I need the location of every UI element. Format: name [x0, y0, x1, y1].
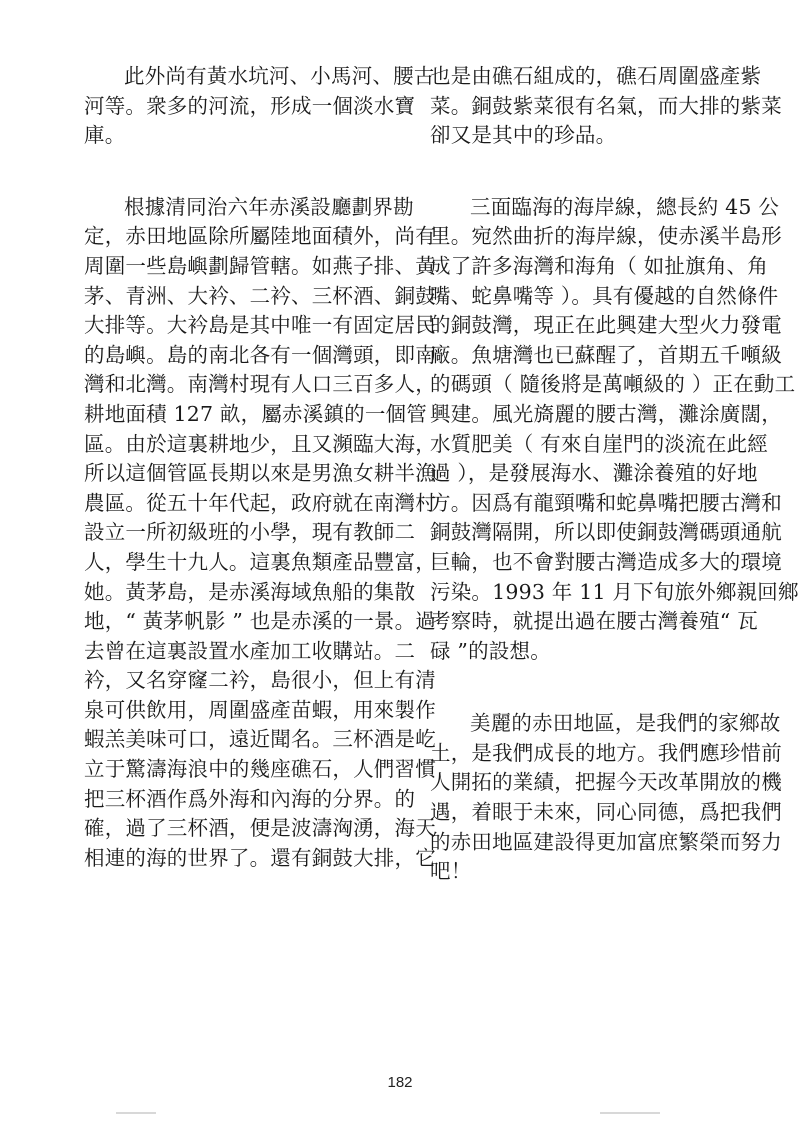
- text-line: 巨輪，也不會對腰古灣造成多大的環境: [430, 549, 782, 574]
- text-line: 廠。魚塘灣也已蘇醒了，首期五千噸級: [430, 342, 782, 367]
- text-line: 周圍一些島嶼劃歸管轄。如燕子排、黃: [84, 253, 436, 278]
- paragraph-laver: [430, 62, 782, 151]
- text-line: 水質肥美（ 有來自崖門的淡流在此經: [430, 431, 768, 456]
- text-line: 嘴、蛇鼻嘴等 ）。具有優越的自然條件: [430, 283, 779, 308]
- text-line: 的碼頭（ 隨後將是萬噸級的 ）正在動工: [430, 372, 796, 397]
- text-line: 的銅鼓灣，現正在此興建大型火力發電: [430, 313, 782, 338]
- scan-artifact: [116, 1112, 156, 1114]
- text-line: 定，赤田地區除所屬陸地面積外，尚有: [84, 224, 436, 249]
- text-line: 吧！: [430, 859, 472, 884]
- text-line: 去曾在這裏設置水產加工收購站。二: [84, 638, 416, 663]
- text-line: 三面臨海的海岸線，總長約 45 公: [470, 194, 780, 219]
- text-line: 耕地面積 127 畝，屬赤溪鎮的一個管: [84, 401, 427, 426]
- text-line: 美麗的赤田地區，是我們的家鄉故: [470, 711, 781, 736]
- text-line: 的赤田地區建設得更加富庶繁榮而努力: [430, 829, 782, 854]
- text-line: 的島嶼。島的南北各有一個灣頭，即南: [84, 342, 436, 367]
- paragraph-rivers: [84, 62, 435, 151]
- text-line: 根據清同治六年赤溪設廳劃界勘: [124, 194, 414, 219]
- text-line: 農區。從五十年代起，政府就在南灣村: [84, 490, 436, 515]
- text-line: 蝦羔美味可口，遠近聞名。三杯酒是屹: [84, 727, 436, 752]
- text-line: 庫。: [84, 123, 126, 148]
- text-line: 地，“ 黃茅帆影 ” 也是赤溪的一景。過: [84, 609, 437, 634]
- text-line: 相連的海的世界了。還有銅鼓大排，它: [84, 845, 436, 870]
- text-line: 河等。衆多的河流，形成一個淡水寶: [84, 93, 416, 118]
- paragraph-islands: [84, 193, 437, 874]
- scan-artifact: [600, 1112, 660, 1114]
- text-line: 泉可供飲用，周圍盛產苗蝦，用來製作: [84, 697, 436, 722]
- paragraph-coastline: [430, 193, 799, 667]
- text-line: 銅鼓灣隔開，所以即使銅鼓灣碼頭通航: [430, 520, 782, 545]
- text-line: 她。黃茅島，是赤溪海域魚船的集散: [84, 579, 416, 604]
- text-line: 立于驚濤海浪中的幾座礁石，人們習慣: [84, 757, 436, 782]
- text-line: 興建。風光旖麗的腰古灣，灘涂廣闊，: [430, 401, 782, 426]
- text-line: 所以這個管區長期以來是男漁女耕半漁: [84, 461, 436, 486]
- text-line: 里。宛然曲折的海岸線，使赤溪半島形: [430, 224, 782, 249]
- page-number: 182: [387, 1074, 413, 1091]
- text-line: 人，學生十九人。這裏魚類產品豐富，: [84, 549, 436, 574]
- text-line: 過 ），是發展海水、灘涂養殖的好地: [430, 461, 758, 486]
- text-line: 大排等。大衿島是其中唯一有固定居民: [84, 313, 436, 338]
- text-line: 土，是我們成長的地方。我們應珍惜前: [430, 740, 782, 765]
- paragraph-closing: [430, 709, 782, 887]
- text-line: 碌 ”的設想。: [430, 638, 551, 663]
- text-line: 灣和北灣。南灣村現有人口三百多人，: [84, 372, 436, 397]
- text-line: 也是由礁石組成的，礁石周圍盛產紫: [430, 64, 762, 88]
- text-line: 遇，着眼于未來，同心同德，爲把我們: [430, 800, 782, 825]
- text-line: 衿，又名穿窿二衿，島很小，但上有清: [84, 668, 436, 693]
- text-line: 此外尚有黃水坑河、小馬河、腰古: [124, 64, 435, 88]
- text-line: 區。由於這裏耕地少，且又瀕臨大海，: [84, 431, 436, 456]
- text-line: 設立一所初級班的小學，現有教師二: [84, 520, 416, 545]
- text-line: 成了許多海灣和海角（ 如扯旗角、角: [430, 253, 768, 278]
- text-line: 人開拓的業績，把握今天改革開放的機: [430, 770, 782, 795]
- right-column: [430, 62, 799, 887]
- text-line: 茅、青洲、大衿、二衿、三杯酒、銅鼓: [84, 283, 436, 308]
- text-line: 確，過了三杯酒，便是波濤洶湧，海天: [84, 816, 436, 841]
- text-line: 把三杯酒作爲外海和內海的分界。的: [84, 786, 416, 811]
- text-line: 污染。1993 年 11 月下旬旅外鄉親回鄉: [430, 579, 799, 604]
- left-column: [84, 62, 437, 873]
- text-line: 考察時，就提出過在腰古灣養殖“ 瓦: [430, 609, 758, 634]
- text-line: 方。因爲有龍頸嘴和蛇鼻嘴把腰古灣和: [430, 490, 782, 515]
- text-line: 菜。銅鼓紫菜很有名氣，而大排的紫菜: [430, 93, 782, 118]
- text-line: 卻又是其中的珍品。: [430, 123, 617, 148]
